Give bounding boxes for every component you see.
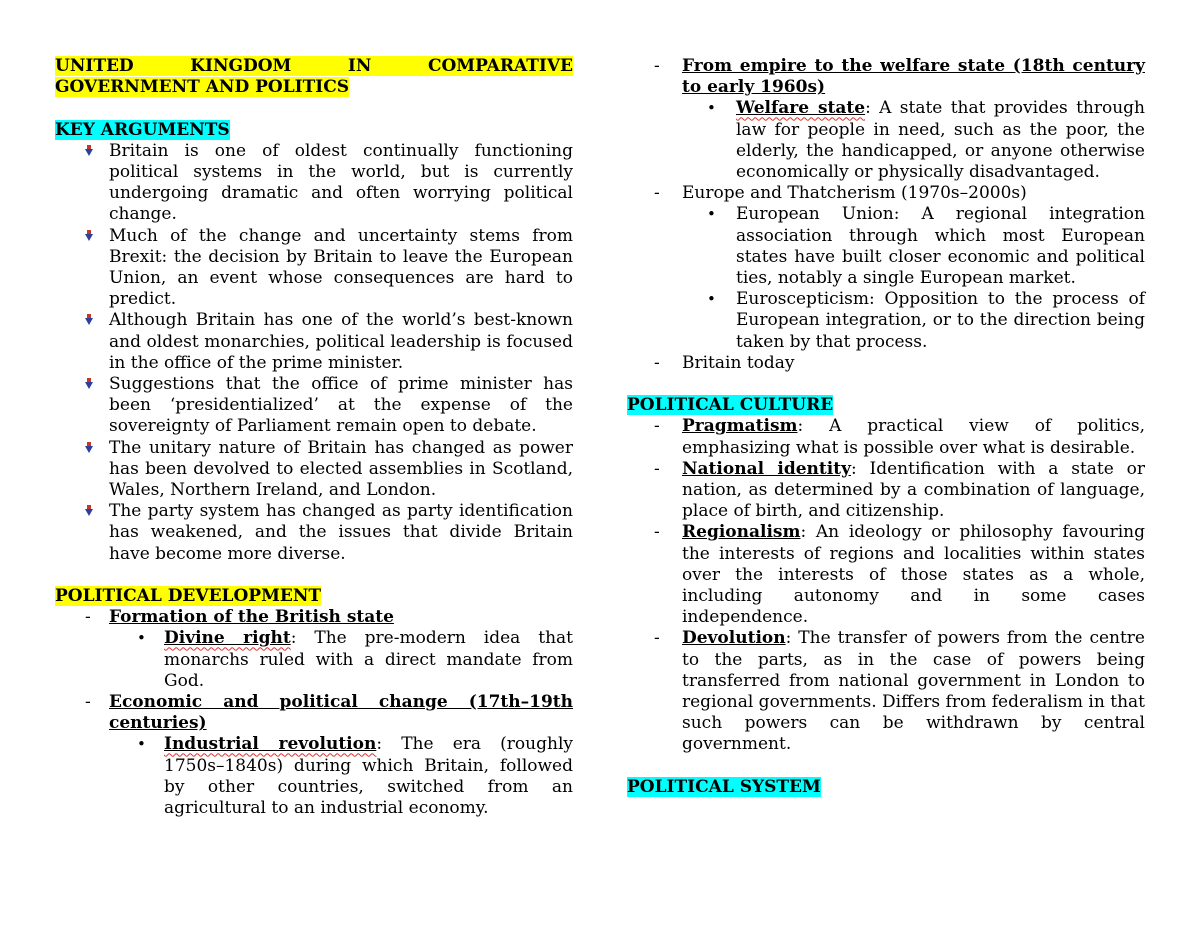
subsection-title: Europe and Thatcherism (1970s–2000s) (682, 183, 1027, 204)
key-arguments-heading: KEY ARGUMENTS (55, 119, 230, 140)
list-item (627, 353, 1145, 374)
list-item: The unitary nature of Britain has changed as power has been devolved to elected assemblies in Scotland, Wales, Northern Ireland, and London. (55, 438, 573, 502)
list-item: Britain is one of oldest continually functioning political systems in the world, but is currently undergoing dramatic and often worrying political change. (55, 141, 573, 226)
right-column (627, 56, 1145, 798)
list-item (627, 183, 1145, 204)
arrow-bullet-icon (83, 505, 95, 517)
list-item: Suggestions that the office of prime minister has been ‘presidentialized’ at the expense of the sovereignty of Parliament remain open to debate. (55, 374, 573, 438)
political-culture-heading: POLITICAL CULTURE (627, 395, 834, 416)
dash-marker: - (85, 607, 91, 628)
political-system-heading: POLITICAL SYSTEM (627, 776, 821, 797)
political-development-heading: POLITICAL DEVELOPMENT (55, 586, 322, 607)
dash-marker: - (654, 522, 660, 543)
arrow-bullet-icon (83, 378, 95, 390)
dash-marker: - (85, 692, 91, 713)
subsection-title: From empire to the welfare state (18th century to early 1960s) (682, 56, 1145, 98)
dash-marker: - (654, 628, 660, 649)
arrow-bullet-icon (83, 442, 95, 454)
list-item: Although Britain has one of the world’s best-known and oldest monarchies, political leadership is focused in the office of the prime minister. (55, 310, 573, 374)
dash-marker: - (654, 183, 660, 204)
bullet-marker: • (137, 735, 146, 754)
list-item: Much of the change and uncertainty stems from Brexit: the decision by Britain to leave the European Union, an event whose consequences are hard to predict. (55, 226, 573, 311)
title-line-2: GOVERNMENT AND POLITICS (55, 77, 350, 98)
term: Welfare state (736, 98, 866, 119)
list-item: • Euroscepticism: Opposition to the process of European integration, or to the direction being taken by that process. (707, 289, 1145, 352)
list-item: • Welfare state: A state that provides through law for people in need, such as the poor, the elderly, the handicapped, or anyone otherwise economically or physically disadvantaged. (707, 98, 1146, 183)
bullet-marker: • (707, 290, 716, 309)
list-item (55, 692, 573, 734)
dash-marker: - (654, 352, 660, 373)
term: National identity (682, 458, 851, 479)
list-item: • European Union: A regional integration association through which most European states have built closer economic and political ties, notably a single European market. (707, 204, 1145, 289)
list-item: • Divine right: The pre-modern idea that monarchs ruled with a direct mandate from God. (137, 628, 573, 691)
subsection-title: Britain today (682, 352, 795, 373)
term: Devolution (682, 628, 786, 649)
arrow-bullet-icon (83, 230, 95, 242)
term: Divine right (164, 628, 291, 649)
dash-marker: - (654, 56, 660, 76)
list-item: • Industrial revolution: The era (roughly 1750s–1840s) during which Britain, followed by other countries, switched from an agricultural to an industrial economy. (137, 734, 573, 819)
term: Pragmatism (682, 416, 798, 437)
term: Industrial revolution (164, 734, 377, 755)
bullet-marker: • (707, 99, 716, 118)
left-column (55, 56, 573, 819)
arrow-bullet-icon (83, 314, 95, 326)
list-item (627, 56, 1145, 98)
bullet-marker: • (137, 629, 146, 648)
arrow-bullet-icon (83, 145, 95, 157)
list-item: - Pragmatism: A practical view of politics, emphasizing what is possible over what is desirable. (654, 416, 1145, 458)
title-line-1: UNITED KINGDOM IN COMPARATIVE (55, 56, 573, 76)
list-item: - Regionalism: An ideology or philosophy favouring the interests of regions and localities within states over the interests of those states as a whole, including autonomy and in some cases independence. (654, 522, 1145, 628)
list-item: - National identity: Identification with a state or nation, as determined by a combination of language, place of birth, and citizenship. (654, 458, 1145, 522)
subsection-title: Formation of the British state (109, 607, 394, 628)
dash-marker: - (654, 458, 660, 479)
list-item: - Devolution: The transfer of powers from the centre to the parts, as in the case of powers being transferred from national government in London to regional governments. Differs from federalism in that such powers can be withdrawn by central government. (654, 628, 1145, 755)
document-title (55, 56, 573, 98)
bullet-marker: • (707, 205, 716, 224)
term: Regionalism (682, 522, 801, 543)
list-item (55, 607, 573, 628)
list-item: The party system has changed as party identification has weakened, and the issues that divide Britain have become more diverse. (55, 501, 573, 565)
dash-marker: - (654, 416, 660, 437)
subsection-title: Economic and political change (17th–19th centuries) (109, 692, 573, 734)
